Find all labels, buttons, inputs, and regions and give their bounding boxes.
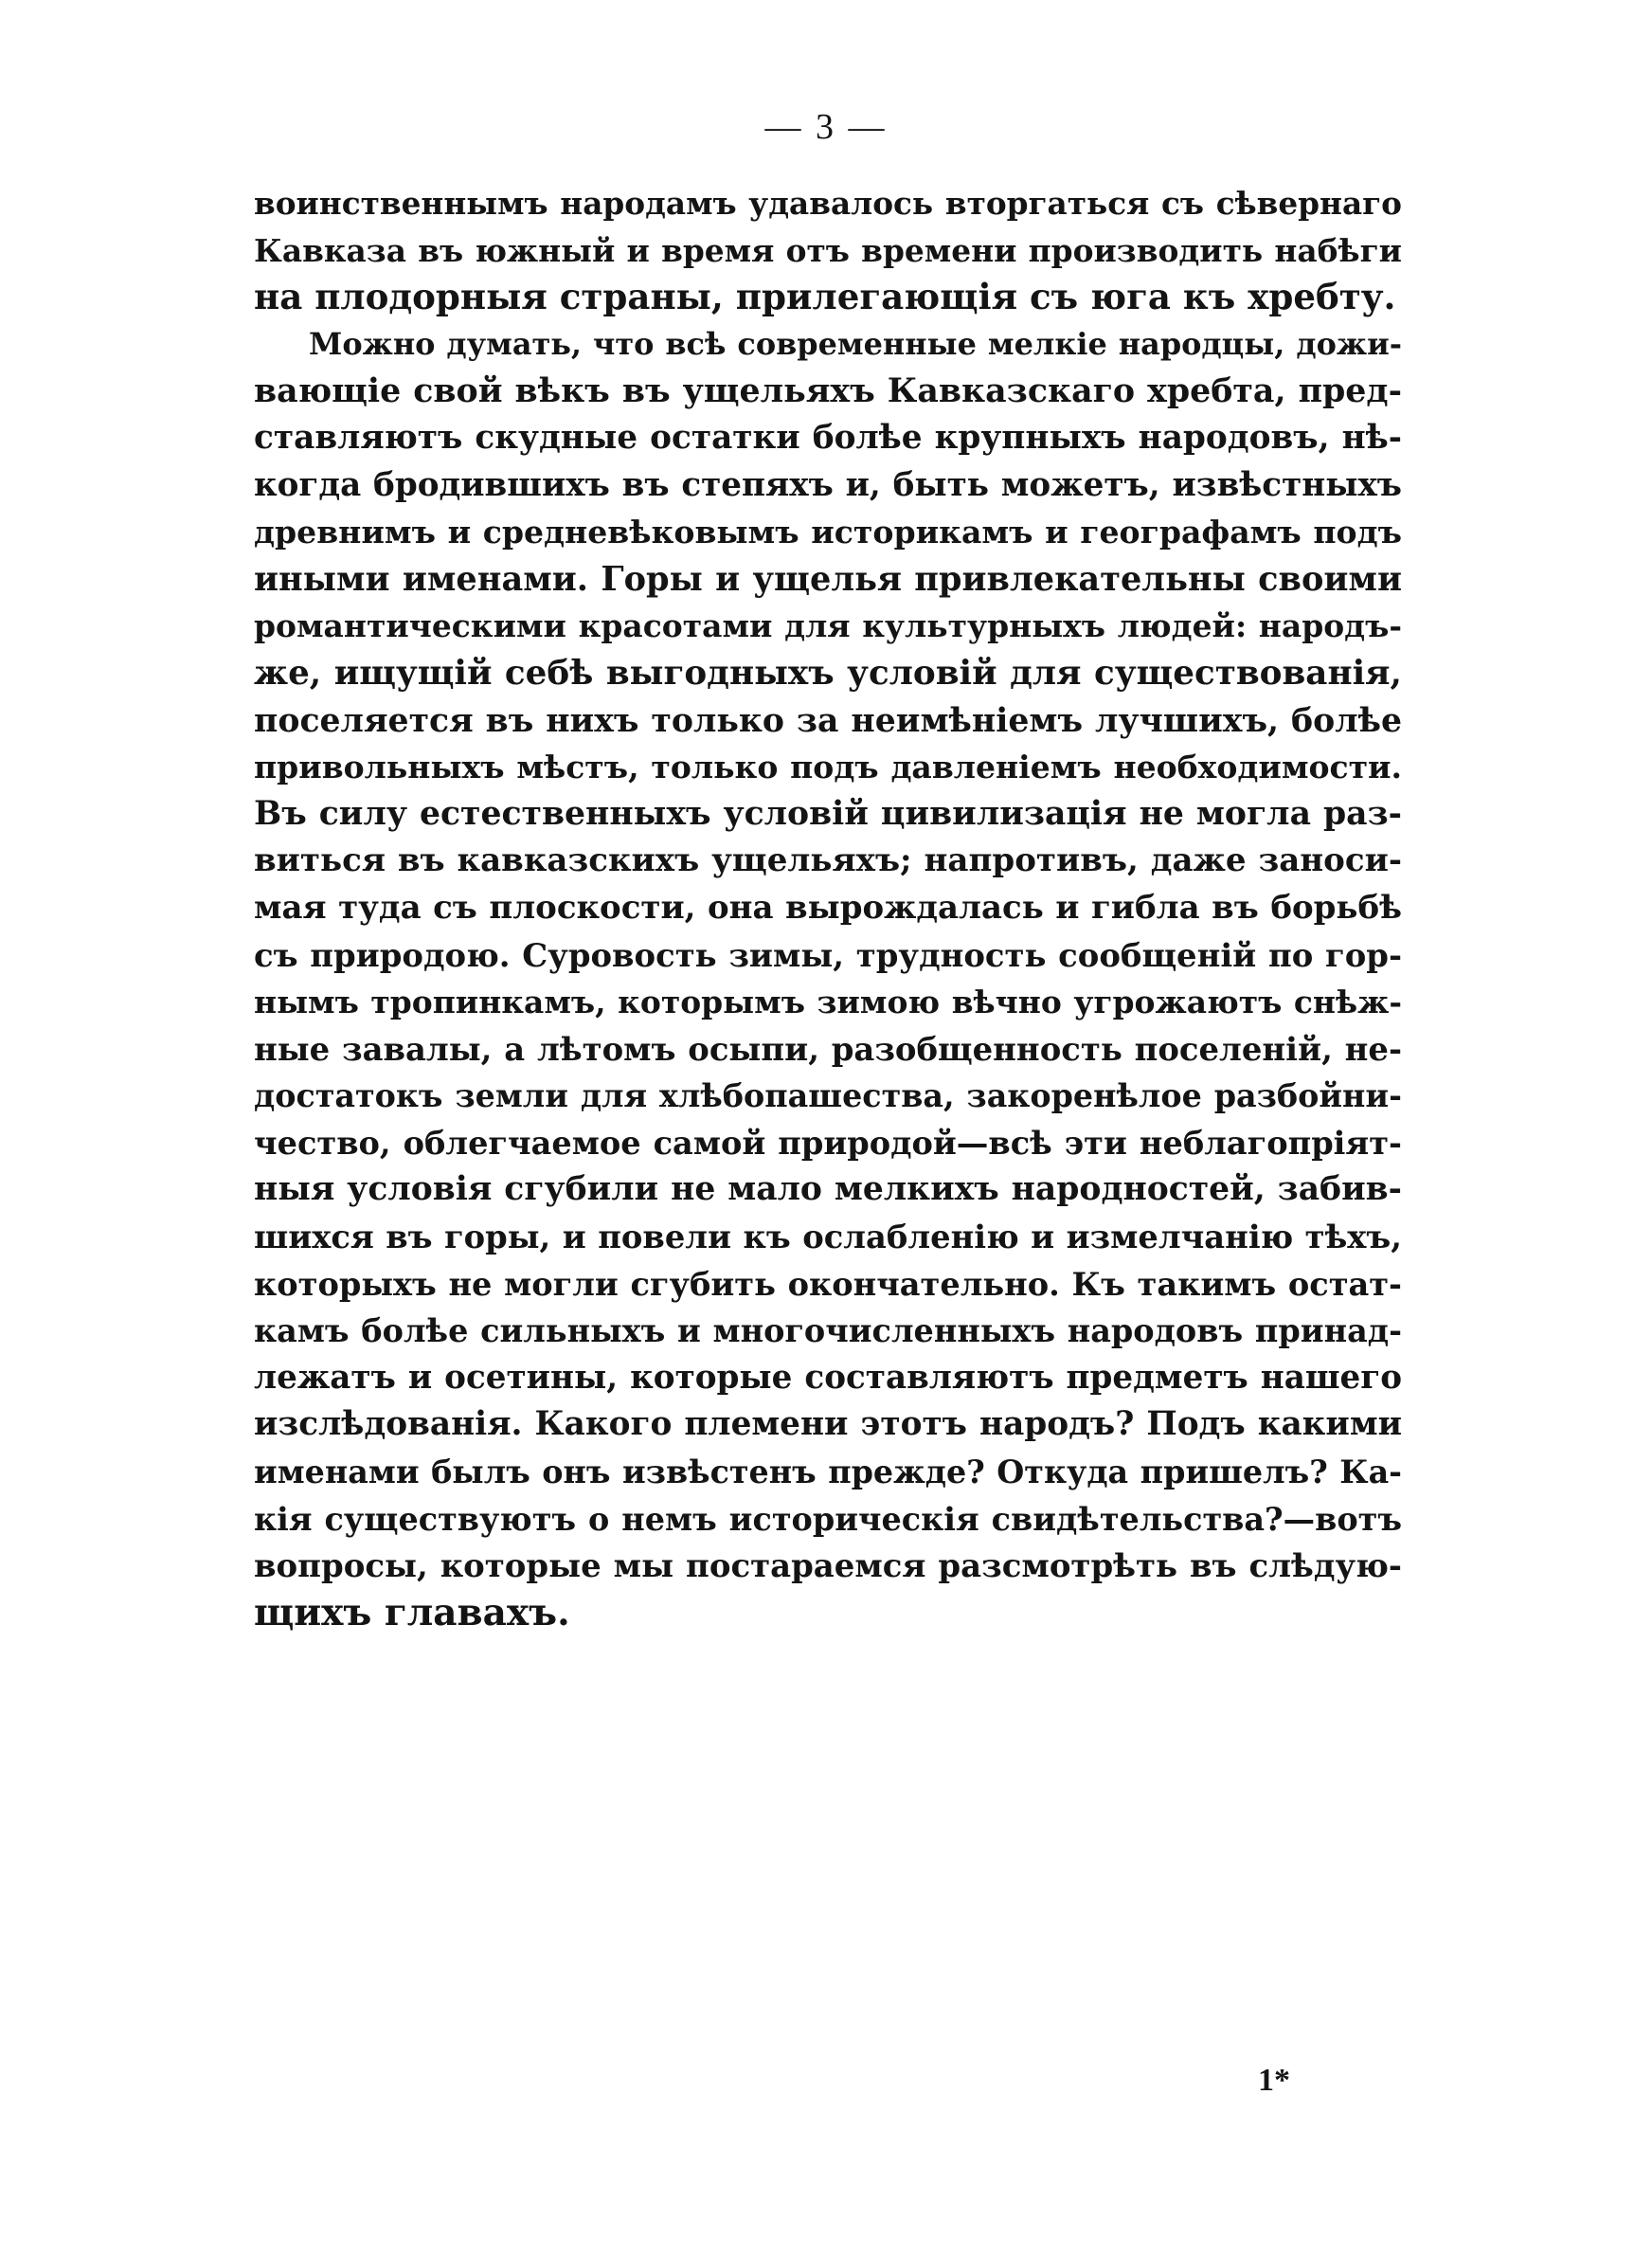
page-number: — 3 — [764, 107, 888, 147]
text-line: кія существуютъ о немъ историческія свидѣтельства?—вотъ [254, 1500, 1402, 1538]
text-line: Можно думать, что всѣ современные мелкіе народцы, дожи- [309, 325, 1402, 362]
text-line: ные завалы, а лѣтомъ осыпи, разобщенность поселеній, не- [254, 1029, 1402, 1068]
text-line: достатокъ земли для хлѣбопашества, закоренѣлое разбойни- [254, 1077, 1402, 1115]
text-line: иными именами. Горы и ущелья привлекательны своими [254, 559, 1402, 599]
text-line: которыхъ не могли сгубить окончательно. Къ такимъ остат- [254, 1264, 1402, 1303]
text-line: нымъ тропинкамъ, которымъ зимою вѣчно угрожаютъ снѣж- [254, 984, 1402, 1021]
text-line: ставляютъ скудные остатки болѣе крупныхъ народовъ, нѣ- [254, 418, 1402, 457]
text-line: вающіе свой вѣкъ въ ущельяхъ Кавказскаго хребта, пред- [254, 371, 1402, 411]
text-line: ныя условія сгубили не мало мелкихъ народностей, забив- [254, 1170, 1402, 1209]
text-line: древнимъ и средневѣковымъ историкамъ и географамъ подъ [254, 514, 1402, 551]
text-line: на плодорныя страны, прилегающія съ юга къ хребту. [254, 276, 1396, 318]
text-line: романтическими красотами для культурныхъ людей: народъ- [254, 607, 1402, 645]
paragraph-1 [254, 180, 1402, 321]
paragraph-2 [254, 321, 1402, 1637]
text-line: вопросы, которые мы постараемся разсмотрѣть въ слѣдую- [254, 1546, 1402, 1585]
text-line: поселяется въ нихъ только за неимѣніемъ лучшихъ, болѣе [254, 700, 1402, 740]
text-line: щихъ главахъ. [254, 1590, 570, 1634]
text-line: привольныхъ мѣстъ, только подъ давленіемъ необходимости. [254, 749, 1402, 786]
text-line: мая туда съ плоскости, она вырождалась и гибла въ борьбѣ [254, 888, 1402, 927]
text-line: камъ болѣе сильныхъ и многочисленныхъ народовъ принад- [254, 1312, 1402, 1350]
text-line: съ природою. Суровость зимы, трудность сообщеній по гор- [254, 935, 1402, 974]
text-line: Въ силу естественныхъ условій цивилизація не могла раз- [254, 794, 1402, 833]
text-line: шихся въ горы, и повели къ ослабленію и измелчанію тѣхъ, [254, 1218, 1402, 1256]
text-line: когда бродившихъ въ степяхъ и, быть можетъ, извѣстныхъ [254, 465, 1402, 504]
text-line: Кавказа въ южный и время отъ времени производить набѣги [254, 231, 1402, 269]
text-line: изслѣдованія. Какого племени этотъ народъ? Подъ какими [254, 1405, 1402, 1444]
text-line: воинственнымъ народамъ удавалось вторгаться съ сѣвернаго [254, 185, 1402, 222]
printer-signature-mark: 1* [1258, 2063, 1290, 2098]
text-block [254, 180, 1402, 1636]
text-line: именами былъ онъ извѣстенъ прежде? Откуда пришелъ? Ка- [254, 1454, 1402, 1491]
text-line: же, ищущій себѣ выгодныхъ условій для существованія, [254, 652, 1402, 693]
text-line: лежатъ и осетины, которые составляютъ предметъ нашего [254, 1358, 1402, 1397]
text-line: чество, облегчаемое самой природой—всѣ эти неблагопріят- [254, 1123, 1402, 1162]
text-line: виться въ кавказскихъ ущельяхъ; напротивъ, даже заноси- [254, 841, 1402, 880]
